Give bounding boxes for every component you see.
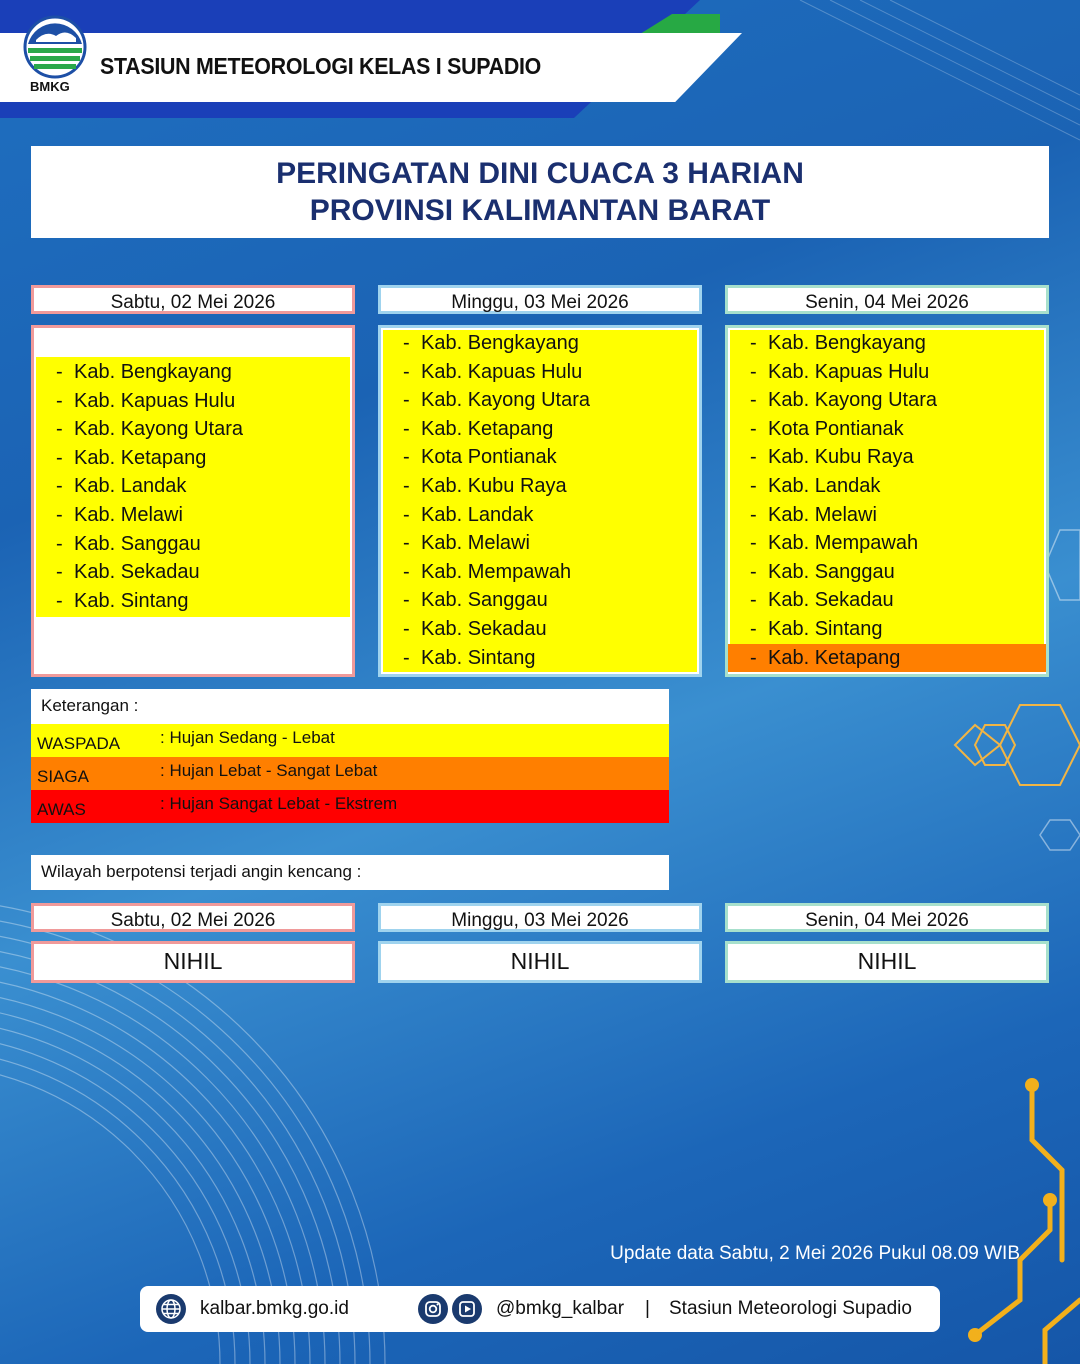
region-item — [34, 472, 352, 501]
region-name: Kab. Sanggau — [74, 532, 201, 555]
region-item — [381, 386, 699, 415]
bullet-dash: - — [56, 532, 63, 555]
bullet-dash: - — [750, 474, 757, 497]
bullet-dash: - — [750, 560, 757, 583]
region-item — [34, 387, 352, 416]
region-name: Kab. Melawi — [74, 503, 183, 526]
logo-text: BMKG — [30, 79, 70, 94]
update-timestamp: Update data Sabtu, 2 Mei 2026 Pukul 08.09 WIB — [610, 1243, 1020, 1264]
wind-section-label — [31, 855, 669, 890]
bullet-dash: - — [56, 361, 63, 383]
legend-desc: : Hujan Sedang - Lebat — [160, 728, 335, 747]
region-name: Kab. Melawi — [421, 532, 530, 555]
bullet-dash: - — [403, 646, 410, 669]
region-name: Kab. Kapuas Hulu — [74, 389, 236, 412]
bullet-dash: - — [750, 646, 757, 669]
region-item — [728, 415, 1046, 444]
instagram-icon[interactable] — [418, 1294, 448, 1324]
region-name: Kab. Mempawah — [421, 560, 572, 583]
bullet-dash: - — [750, 617, 757, 640]
region-name: Kab. Kayong Utara — [768, 389, 937, 412]
page-title — [31, 146, 1049, 238]
region-name: Kab. Sanggau — [768, 560, 895, 583]
bullet-dash: - — [56, 475, 63, 498]
wind-day-3-date: Senin, 04 Mei 2026 — [725, 903, 1049, 932]
bullet-dash: - — [403, 417, 410, 440]
bullet-dash: - — [403, 589, 410, 612]
region-item — [728, 472, 1046, 501]
station-name: STASIUN METEOROLOGI KELAS I SUPADIO — [100, 53, 542, 79]
region-name: Kab. Sanggau — [421, 589, 548, 612]
region-item — [728, 358, 1046, 387]
bullet-dash: - — [750, 389, 757, 412]
region-name: Kab. Sintang — [74, 589, 189, 612]
bullet-dash: - — [750, 589, 757, 612]
region-item — [34, 501, 352, 530]
region-name: Kab. Kapuas Hulu — [768, 360, 930, 383]
region-item — [381, 586, 699, 615]
region-name: Kab. Ketapang — [421, 417, 554, 440]
region-item — [381, 472, 699, 501]
title-line-2: PROVINSI KALIMANTAN BARAT — [309, 194, 771, 227]
wind-day-2-value: NIHIL — [378, 941, 702, 983]
region-name: Kab. Kubu Raya — [421, 474, 567, 497]
region-item — [34, 415, 352, 444]
region-item — [381, 644, 699, 673]
region-item — [381, 329, 699, 358]
bullet-dash: - — [56, 503, 63, 526]
bullet-dash: - — [403, 360, 410, 383]
region-name: Kab. Ketapang — [74, 446, 207, 469]
bullet-dash: - — [403, 532, 410, 555]
region-item — [728, 529, 1046, 558]
legend-waspada — [31, 724, 669, 757]
region-item — [381, 558, 699, 587]
region-name: Kab. Sintang — [421, 646, 536, 669]
day-3-date: Senin, 04 Mei 2026 — [725, 285, 1049, 314]
region-name: Kab. Mempawah — [768, 532, 919, 555]
social-handle[interactable]: @bmkg_kalbar — [496, 1298, 625, 1319]
day-2-date: Minggu, 03 Mei 2026 — [378, 285, 702, 314]
bullet-dash: - — [750, 360, 757, 383]
region-name: Kab. Landak — [768, 474, 881, 497]
legend-desc: : Hujan Sangat Lebat - Ekstrem — [160, 794, 398, 813]
bullet-dash: - — [56, 561, 63, 584]
region-item — [381, 443, 699, 472]
bullet-dash: - — [750, 532, 757, 555]
region-item — [728, 644, 1046, 673]
region-item — [728, 558, 1046, 587]
day-1-list — [31, 325, 355, 677]
bullet-dash: - — [750, 503, 757, 526]
region-name: Kota Pontianak — [768, 417, 904, 440]
region-name: Kota Pontianak — [421, 446, 557, 469]
region-item — [34, 358, 352, 387]
bullet-dash: - — [750, 417, 757, 440]
legend-level: SIAGA — [37, 767, 89, 786]
region-item — [381, 415, 699, 444]
legend-level: WASPADA — [37, 734, 121, 753]
day-2-list — [378, 325, 702, 677]
bullet-dash: - — [750, 446, 757, 469]
region-item — [728, 501, 1046, 530]
bullet-dash: - — [403, 389, 410, 412]
bullet-dash: - — [56, 418, 63, 441]
region-item — [728, 443, 1046, 472]
wind-day-2-date: Minggu, 03 Mei 2026 — [378, 903, 702, 932]
legend-level: AWAS — [37, 800, 86, 819]
legend-title: Keterangan : — [41, 696, 139, 715]
region-name: Kab. Kapuas Hulu — [421, 360, 583, 383]
region-name: Kab. Melawi — [768, 503, 877, 526]
region-item — [381, 358, 699, 387]
bullet-dash: - — [403, 617, 410, 640]
region-name: Kab. Sekadau — [768, 589, 894, 612]
day-3-list — [725, 325, 1049, 677]
region-item — [381, 615, 699, 644]
youtube-icon[interactable] — [452, 1294, 482, 1324]
wind-day-3-value: NIHIL — [725, 941, 1049, 983]
legend-desc: : Hujan Lebat - Sangat Lebat — [160, 761, 378, 780]
region-item — [381, 501, 699, 530]
region-name: Kab. Landak — [74, 475, 187, 498]
region-name: Kab. Kubu Raya — [768, 446, 914, 469]
region-name: Kab. Sekadau — [421, 617, 547, 640]
region-name: Kab. Bengkayang — [768, 332, 926, 354]
bullet-dash: - — [403, 446, 410, 469]
region-name: Kab. Kayong Utara — [74, 418, 243, 441]
bullet-dash: - — [56, 589, 63, 612]
region-name: Kab. Ketapang — [768, 646, 901, 669]
legend-awas — [31, 790, 669, 823]
region-name: Kab. Bengkayang — [421, 332, 579, 354]
footer-bar — [140, 1286, 940, 1332]
region-name: Kab. Sekadau — [74, 561, 200, 584]
legend — [31, 689, 669, 823]
bullet-dash: - — [403, 332, 410, 354]
bullet-dash: - — [403, 503, 410, 526]
globe-icon — [156, 1294, 186, 1324]
region-name: Kab. Bengkayang — [74, 361, 232, 383]
bullet-dash: - — [56, 446, 63, 469]
region-item — [34, 587, 352, 616]
title-line-1: PERINGATAN DINI CUACA 3 HARIAN — [276, 157, 804, 190]
bullet-dash: - — [56, 389, 63, 412]
legend-siaga — [31, 757, 669, 790]
region-item — [34, 444, 352, 473]
bullet-dash: - — [403, 560, 410, 583]
region-name: Kab. Landak — [421, 503, 534, 526]
footer-station: Stasiun Meteorologi Supadio — [669, 1298, 912, 1319]
region-item — [728, 386, 1046, 415]
region-item — [34, 530, 352, 559]
region-name: Kab. Sintang — [768, 617, 883, 640]
wind-day-1-date: Sabtu, 02 Mei 2026 — [31, 903, 355, 932]
region-item — [34, 558, 352, 587]
day-1-date: Sabtu, 02 Mei 2026 — [31, 285, 355, 314]
footer-separator: | — [645, 1298, 650, 1319]
website-link[interactable]: kalbar.bmkg.go.id — [200, 1298, 349, 1319]
bullet-dash: - — [750, 332, 757, 354]
region-item — [381, 529, 699, 558]
region-item — [728, 586, 1046, 615]
bullet-dash: - — [403, 474, 410, 497]
wind-label-text: Wilayah berpotensi terjadi angin kencang : — [41, 862, 362, 881]
region-item — [728, 615, 1046, 644]
region-item — [728, 329, 1046, 358]
wind-day-1-value: NIHIL — [31, 941, 355, 983]
region-name: Kab. Kayong Utara — [421, 389, 590, 412]
